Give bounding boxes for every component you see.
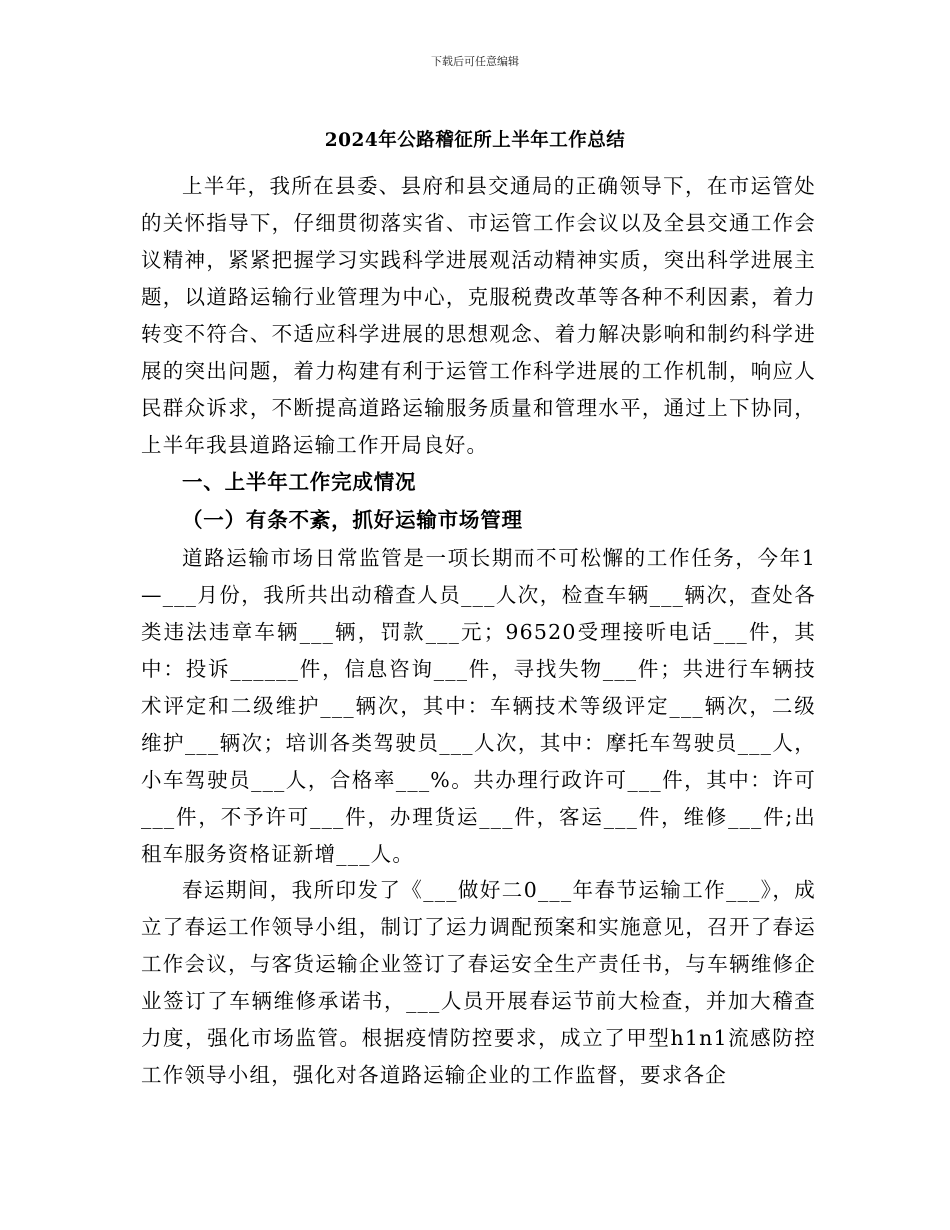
- paragraph-intro: 上半年，我所在县委、县府和县交通局的正确领导下，在市运管处的关怀指导下，仔细贯彻落实省、市运管工作会议以及全县交通工作会议精神，紧紧把握学习实践科学进展观活动精神实质，突出科学进展主题，以道路运输行业管理为中心，克服税费改革等各种不利因素，着力转变不符合、不适应科学进展的思想观念、着力解决影响和制约科学进展的突出问题，着力构建有利于运管工作科学进展的工作机制，响应人民群众诉求，不断提高道路运输服务质量和管理水平，通过上下协同，上半年我县道路运输工作开局良好。: [141, 174, 816, 457]
- subsection-heading-1: （一）有条不紊，抓好运输市场管理: [182, 508, 523, 532]
- document-title: 2024年公路稽征所上半年工作总结: [324, 130, 626, 151]
- section-heading-1: 一、上半年工作完成情况: [182, 470, 417, 494]
- page-header-note: 下载后可任意编辑: [431, 55, 519, 68]
- paragraph-market-management: 道路运输市场日常监管是一项长期而不可松懈的工作任务，今年1—___月份，我所共出动稽查人员___人次，检查车辆___辆次，查处各类违法违章车辆___辆，罚款___元；96520受理接听电话___件，其中：投诉______件，信息咨询___件，寻找失物___件；共进行车辆技术评定和二级维护___辆次，其中：车辆技术等级评定___辆次，二级维护___辆次；培训各类驾驶员___人次，其中：摩托车驾驶员___人，小车驾驶员___人，合格率___%。共办理行政许可___件，其中：许可___件，不予许可___件，办理货运___件，客运___件，维修___件;出租车服务资格证新增___人。: [141, 546, 816, 866]
- paragraph-spring-transport: 春运期间，我所印发了《___做好二0___年春节运输工作___》，成立了春运工作领导小组，制订了运力调配预案和实施意见，召开了春运工作会议，与客货运输企业签订了春运安全生产责任书，与车辆维修企业签订了车辆维修承诺书，___人员开展春运节前大检查，并加大稽查力度，强化市场监管。根据疫情防控要求，成立了甲型h1n1流感防控工作领导小组，强化对各道路运输企业的工作监督，要求各企: [141, 878, 816, 1087]
